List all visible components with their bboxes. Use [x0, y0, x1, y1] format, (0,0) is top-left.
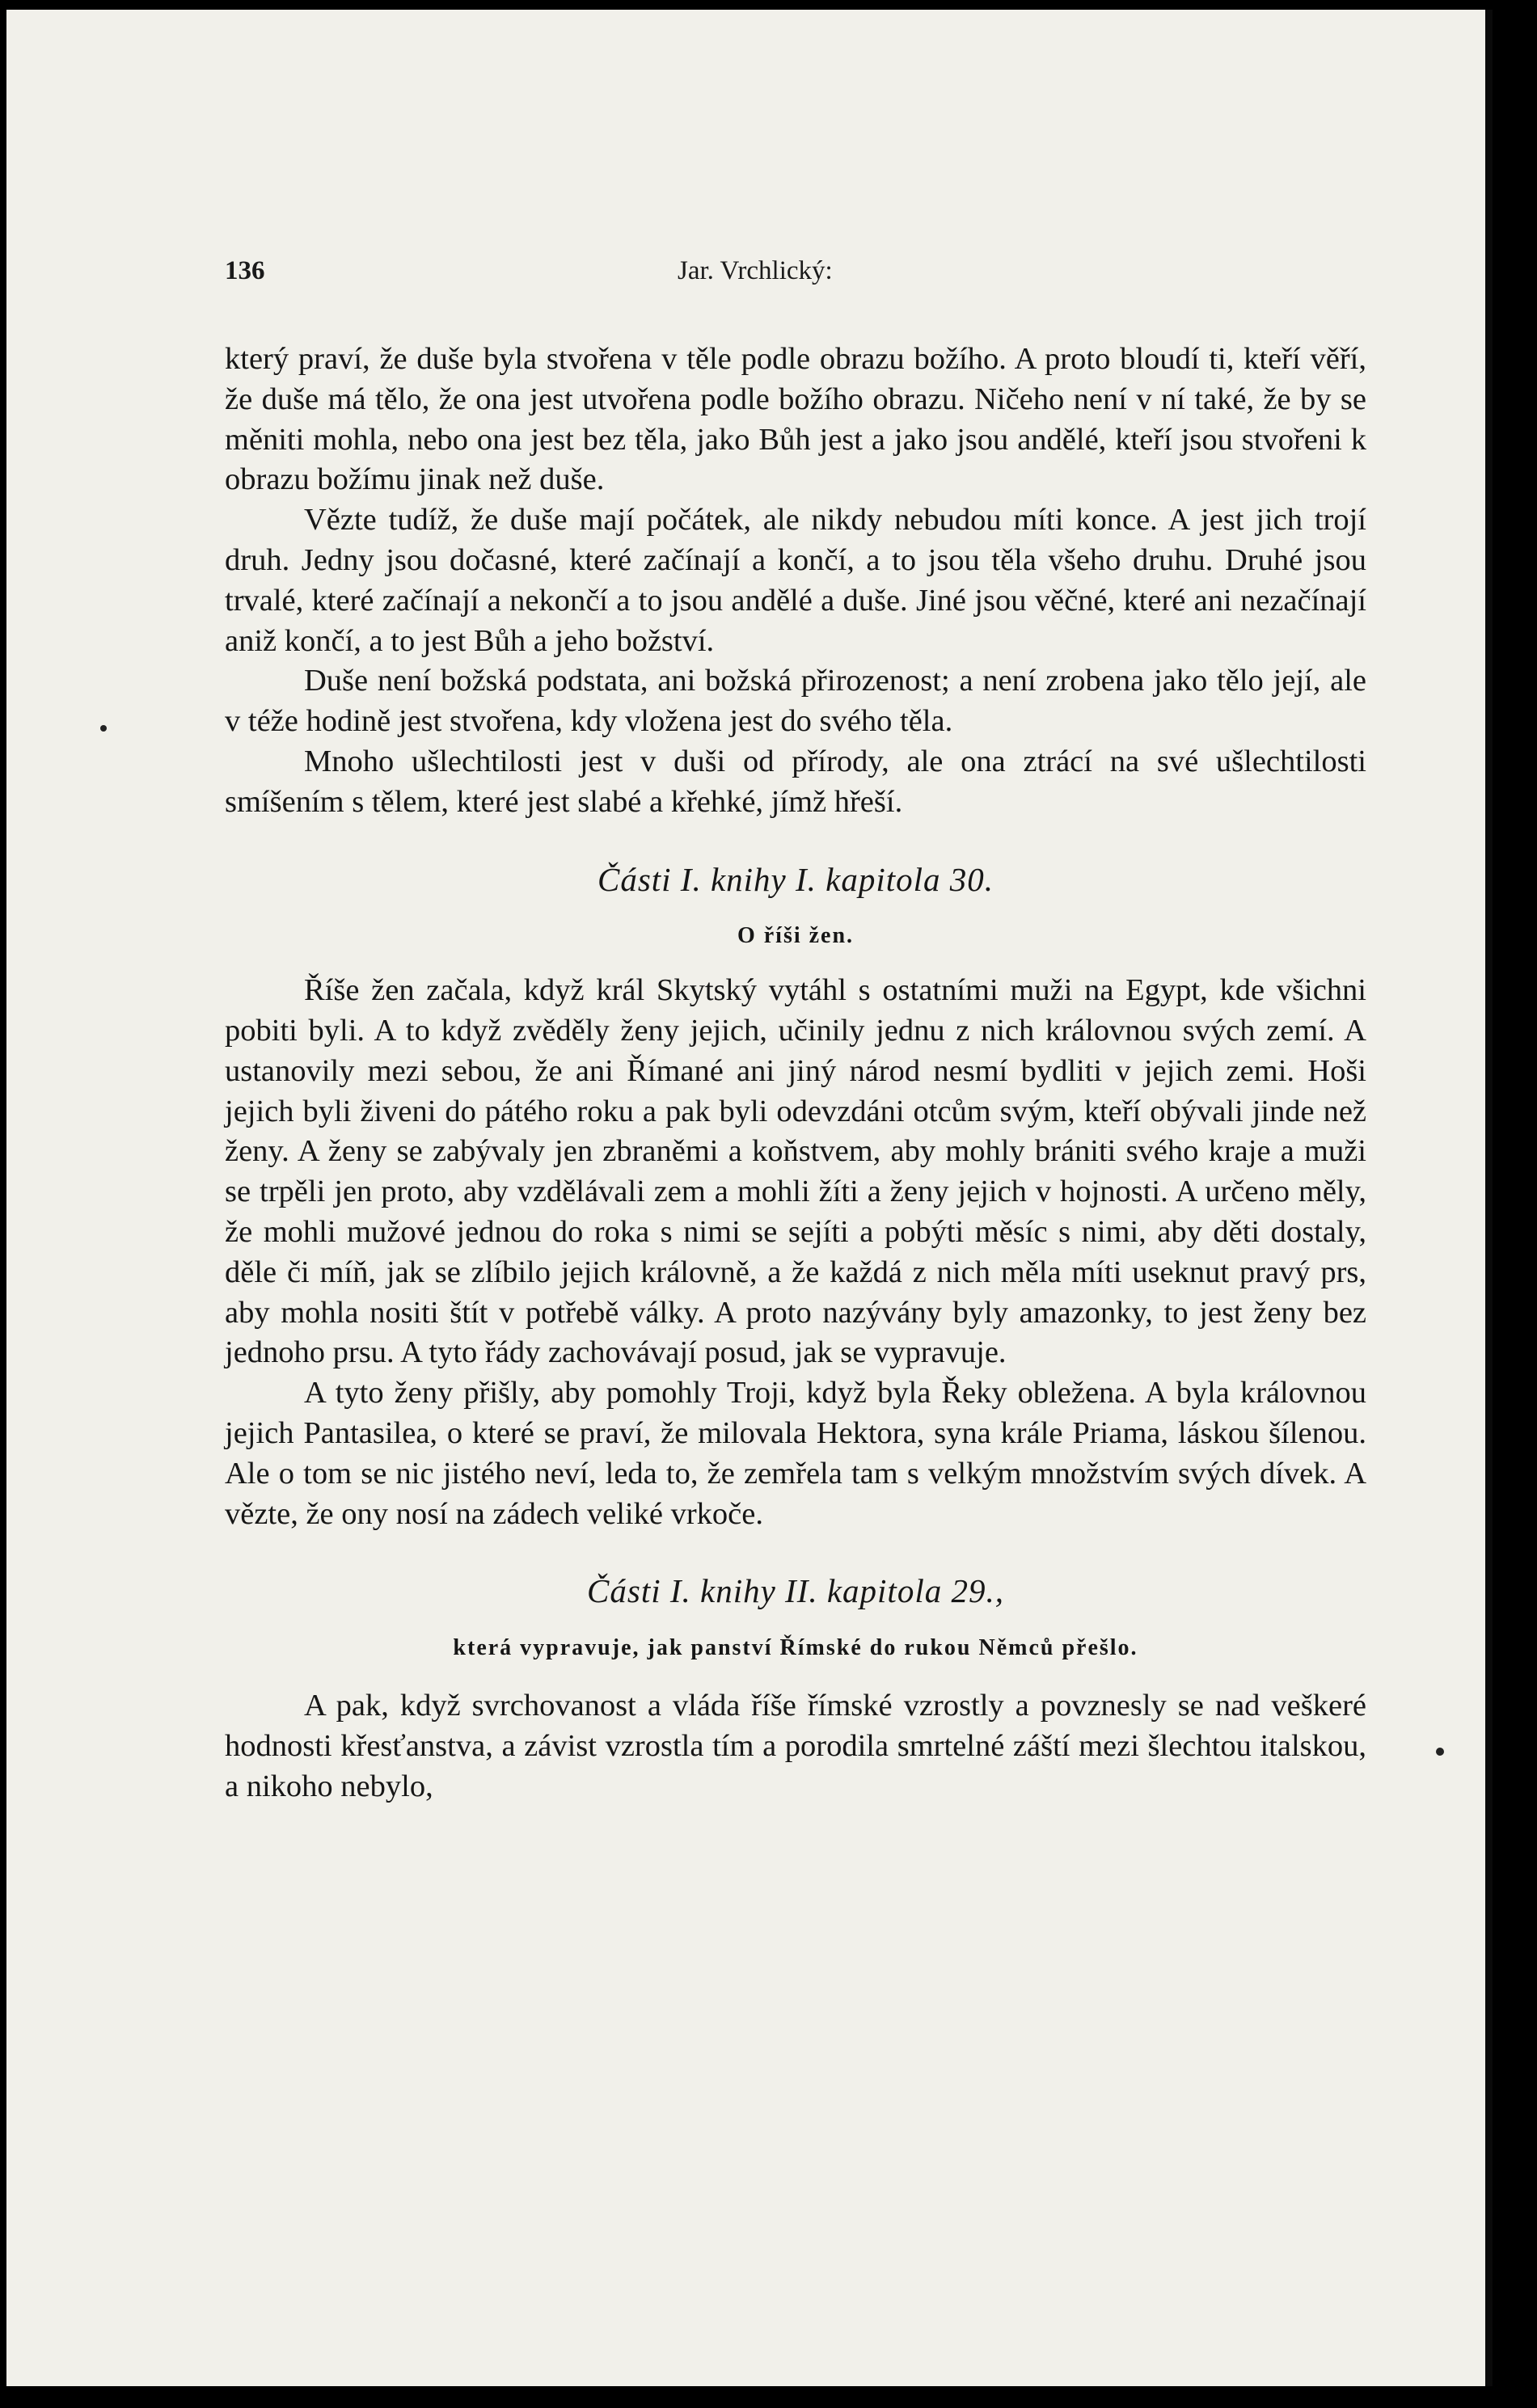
- page-header: [6, 256, 1493, 297]
- chapter-heading: Části I. knihy II. kapitola 29.,: [587, 1572, 1004, 1610]
- chapter-subheading: O říši žen.: [737, 923, 855, 949]
- paragraph: A pak, když svrchovanost a vláda říše římské vzrostly a povznesly se nad veškeré hodnosti křesťanstva, a závist vzrostla tím a porodila smrtelné záští mezi šlechtou italskou, a nikoho nebylo,: [225, 1688, 1366, 1803]
- paragraph: Říše žen začala, když král Skytský vytáhl s ostatními muži na Egypt, kde všichni pobiti byli. A to když zvěděly ženy jejich, učinily jednu z nich královnou svých zemí. A ustanovily mezi sebou, že ani Římané ani jiný národ nesmí bydliti v jejich zemi. Hoši jejich byli živeni do pátého roku a pak byli odevzdáni otcům svým, kteří obývali jinde než ženy. A ženy se zabývaly jen zbraněmi a koňstvem, aby mohly brániti svého kraje a muži se trpěli jen proto, aby vzdělávali zem a mohli žíti a ženy jejich v hojnosti. A určeno měly, že mohli mužové jednou do roka s nimi se sejíti a pobýti měsíc s nimi, aby děti dostaly, děle či míň, jak se zlíbilo jejich královně, a že každá z nich měla míti useknut pravý prs, aby mohla nositi štít v potřebě války. A proto nazývány byly amazonky, to jest ženy bez jednoho prsu. A tyto řády zachovávají posud, jak se vypravuje.: [225, 973, 1366, 1370]
- paragraph: Duše není božská podstata, ani božská přirozenost; a není zrobena jako tělo její, ale v téže hodině jest stvořena, kdy vložena jest do svého těla.: [225, 664, 1366, 739]
- paragraph: A tyto ženy přišly, aby pomohly Troji, když byla Řeky obležena. A byla královnou jejich Pantasilea, o které se praví, že milovala Hektora, syna krále Priama, láskou šílenou. Ale o tom se nic jistého neví, leda to, že zemřela tam s velkým množstvím svých dívek. A vězte, že ony nosí na zádech veliké vrkoče.: [225, 1376, 1366, 1531]
- chapter-heading: Části I. knihy I. kapitola 30.: [597, 860, 994, 898]
- running-head: Jar. Vrchlický:: [678, 256, 833, 285]
- section-two: [225, 1571, 1366, 1807]
- body-text: [225, 339, 1366, 1807]
- speck-mark: [1436, 1748, 1444, 1756]
- book-page: [6, 10, 1493, 2386]
- paragraph: Vězte tudíž, že duše mají počátek, ale nikdy nebudou míti konce. A jest jich trojí druh. Jedny jsou dočasné, které začínají a končí, a to jsou těla všeho druhu. Druhé jsou trvalé, které začínají a nekončí a to jsou andělé a duše. Jiné jsou věčné, které ani nezačínají aniž končí, a to jest Bůh a jeho božství.: [225, 503, 1366, 658]
- paragraph: který praví, že duše byla stvořena v těle podle obrazu božího. A proto bloudí ti, kteří věří, že duše má tělo, že ona jest utvořena podle božího obrazu. Ničeho není v ní také, že by se měniti mohla, nebo ona jest bez těla, jako Bůh jest a jako jsou andělé, kteří jsou stvořeni k obrazu božímu jinak než duše.: [225, 342, 1366, 497]
- chapter-subheading: která vypravuje, jak panství Římské do rukou Němců přešlo.: [453, 1635, 1138, 1661]
- page-number: 136: [225, 256, 265, 285]
- page-edge-shadow: [1485, 10, 1493, 2386]
- speck-mark: [100, 725, 107, 732]
- paragraph: Mnoho ušlechtilosti jest v duši od přírody, ale ona ztrácí na své ušlechtilosti smíšením s tělem, které jest slabé a křehké, jímž hřeší.: [225, 744, 1366, 819]
